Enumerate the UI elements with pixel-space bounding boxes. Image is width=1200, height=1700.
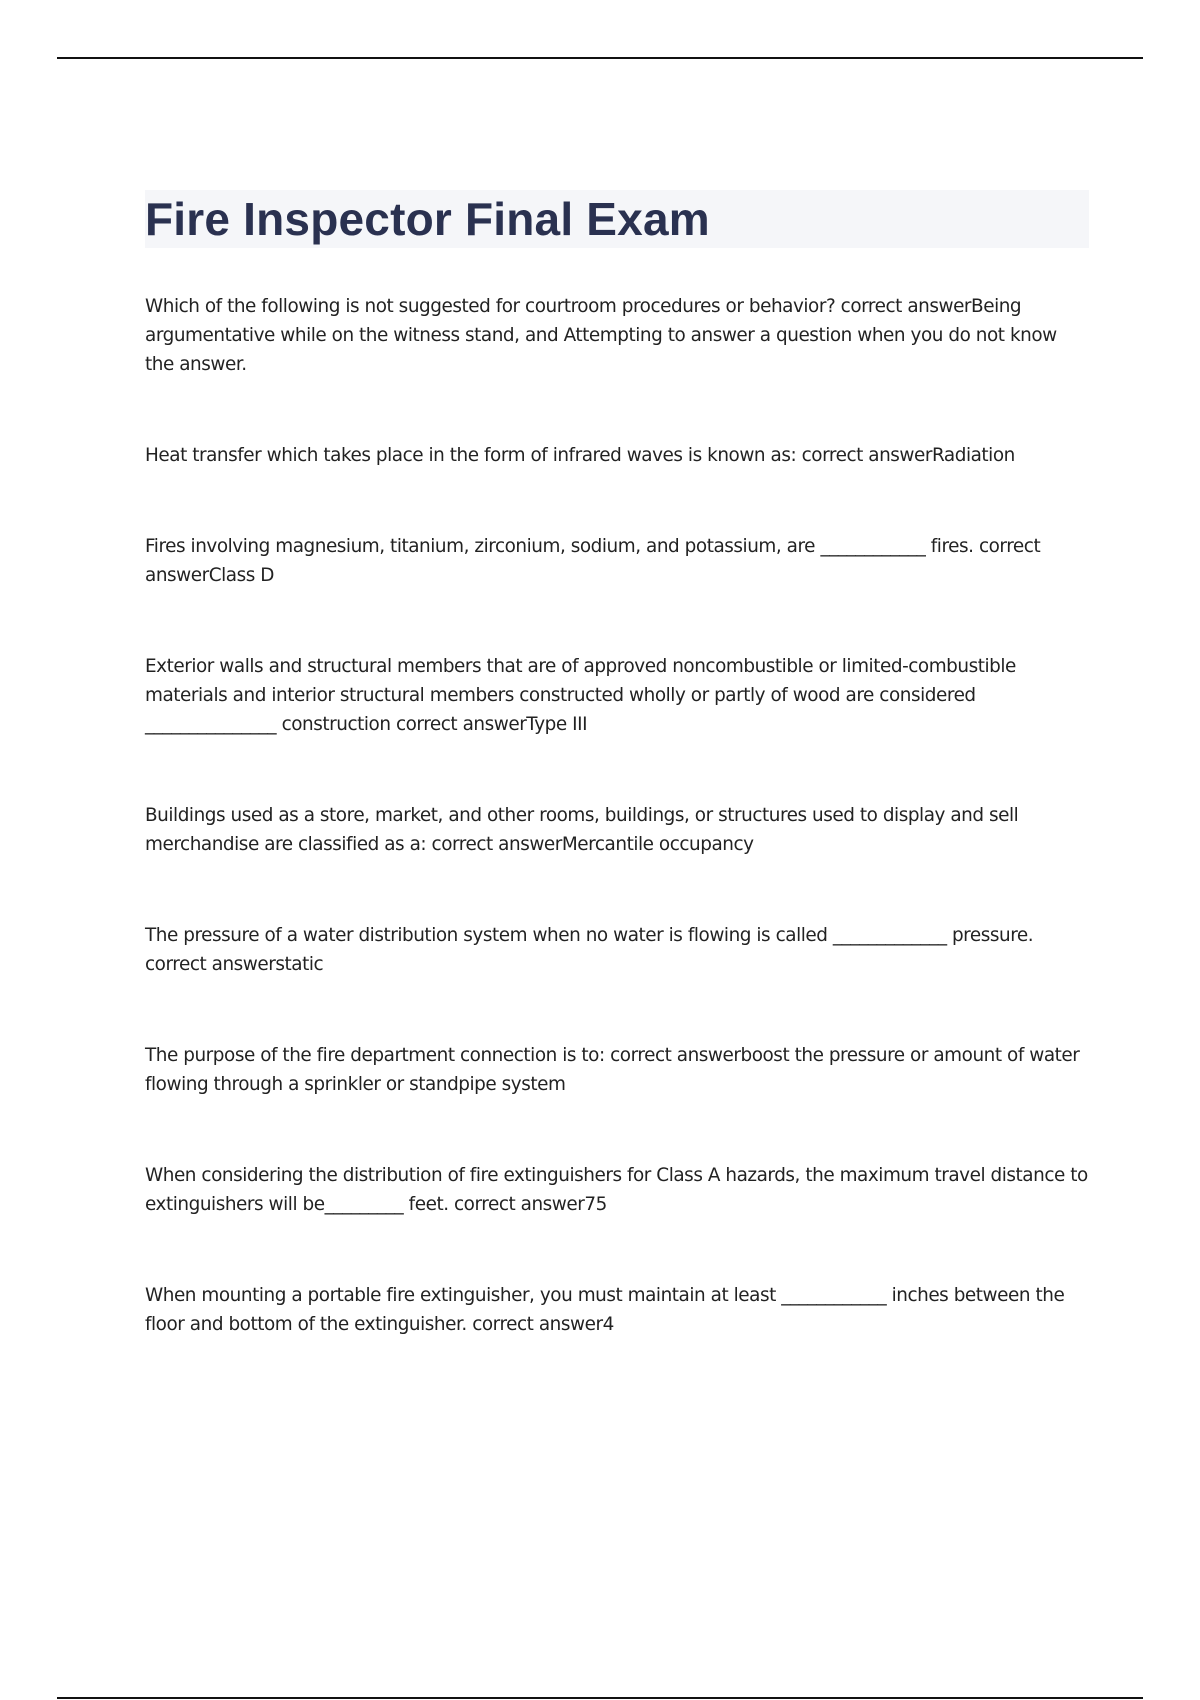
question-item: The purpose of the fire department connection is to: correct answerboost the pressure or amount of water flowing through a sprinkler or standpipe system bbox=[145, 1045, 1080, 1095]
question-item: Heat transfer which takes place in the form of infrared waves is known as: correct answerRadiation bbox=[145, 445, 1015, 466]
document-page bbox=[145, 190, 1089, 1401]
question-item: When considering the distribution of fire extinguishers for Class A hazards, the maximum travel distance to extinguishers will be_________ feet. correct answer75 bbox=[145, 1165, 1088, 1215]
question-item: The pressure of a water distribution system when no water is flowing is called _____________ pressure. correct answerstatic bbox=[145, 925, 1034, 975]
question-item: When mounting a portable fire extinguisher, you must maintain at least ____________ inches between the floor and bottom of the extinguisher. correct answer4 bbox=[145, 1285, 1065, 1335]
title-band bbox=[145, 190, 1089, 248]
footer-rule bbox=[57, 1697, 1143, 1699]
document-title: Fire Inspector Final Exam bbox=[145, 193, 710, 245]
question-item: Exterior walls and structural members that are of approved noncombustible or limited-combustible materials and interior structural members constructed wholly or partly of wood are considered _______________ construction correct answerType III bbox=[145, 656, 1016, 735]
question-item: Which of the following is not suggested for courtroom procedures or behavior? correct answerBeing argumentative while on the witness stand, and Attempting to answer a question when you do not know the answer. bbox=[145, 296, 1057, 375]
question-item: Fires involving magnesium, titanium, zirconium, sodium, and potassium, are ____________ fires. correct answerClass D bbox=[145, 536, 1041, 586]
question-item: Buildings used as a store, market, and other rooms, buildings, or structures used to display and sell merchandise are classified as a: correct answerMercantile occupancy bbox=[145, 805, 1019, 855]
question-list bbox=[145, 292, 1089, 1339]
header-rule bbox=[57, 57, 1143, 59]
